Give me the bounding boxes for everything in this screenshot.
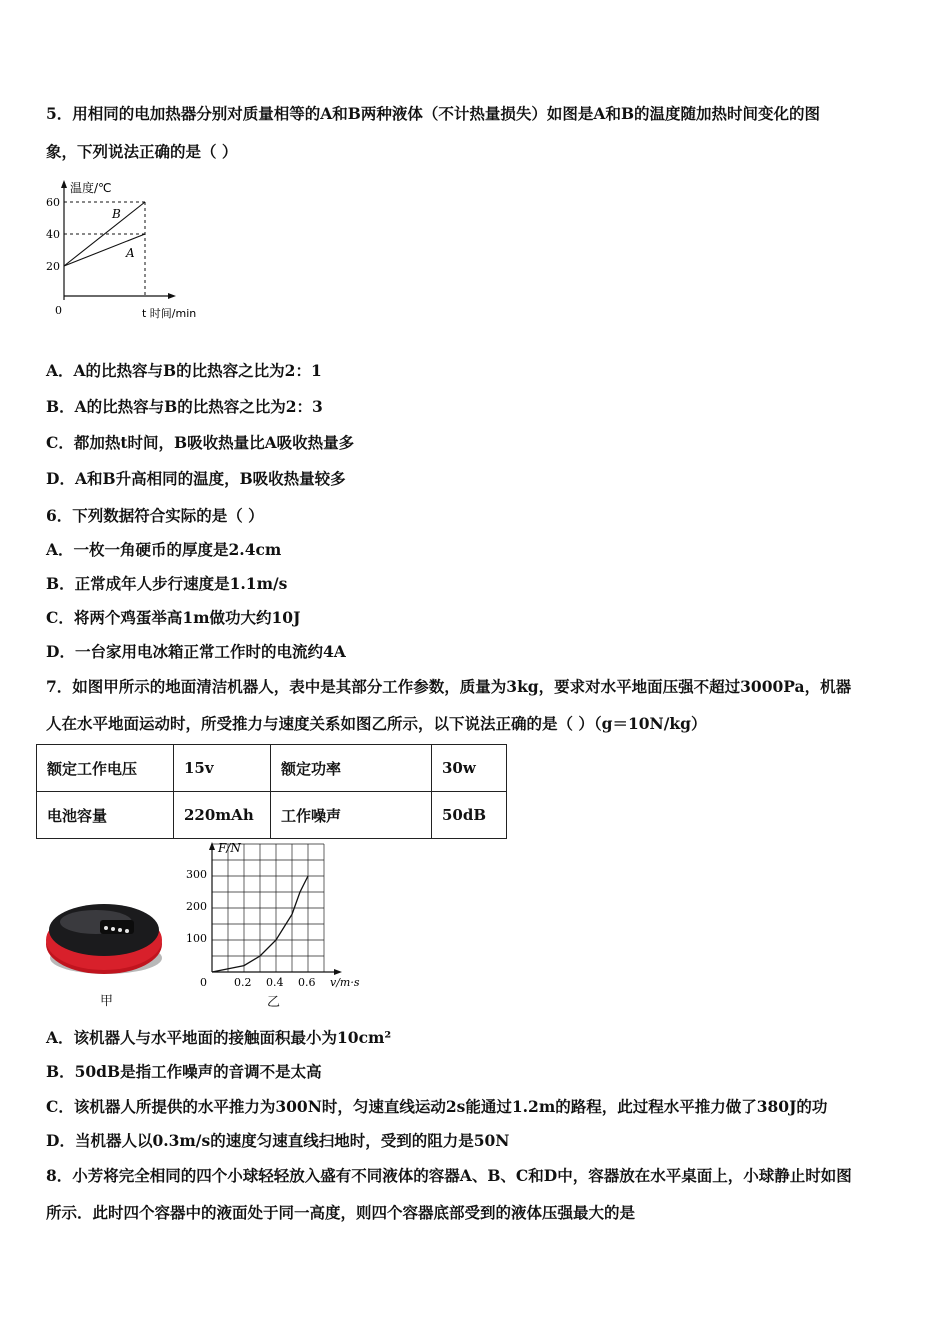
fv-ytick-200: 200 [186,900,207,913]
table-cell: 50dB [432,792,507,839]
q6-option-c: C．将两个鸡蛋举高1m做功大约10J [46,608,301,627]
q6-option-a: A．一枚一角硬币的厚度是2.4cm [46,540,282,559]
fig-yi-label: 乙 [267,995,281,1010]
table-cell: 额定工作电压 [37,745,174,792]
fv-graph [180,840,380,1010]
q6-option-b: B．正常成年人步行速度是1.1m/s [46,574,288,593]
fv-ytick-100: 100 [186,932,207,945]
q7-option-b: B．50dB是指工作噪声的音调不是太高 [46,1062,322,1081]
q5-ytick-60: 60 [46,196,60,209]
fv-xtick-0.6: 0.6 [298,976,316,989]
q5-stem-line2: 象，下列说法正确的是（ ） [46,142,238,161]
q5-label-b: B [112,207,121,221]
fv-ylabel: F/N [218,841,241,855]
robot-button-1 [104,926,108,930]
q5-origin: 0 [55,304,62,317]
table-cell: 15v [174,745,271,792]
q5-temperature-chart [40,178,220,323]
fv-grid [212,844,324,972]
table-cell: 工作噪声 [271,792,432,839]
q7-stem-line2: 人在水平地面运动时，所受推力与速度关系如图乙所示，以下说法正确的是（ ）（g＝10N/kg） [46,714,707,733]
q6-option-d: D．一台家用电冰箱正常工作时的电流约4A [46,642,346,661]
q7-option-d: D．当机器人以0.3m/s的速度匀速直线扫地时，受到的阻力是50N [46,1131,510,1150]
fv-x-arrow [334,969,342,975]
fv-xtick-0.4: 0.4 [266,976,284,989]
q7-option-c: C．该机器人所提供的水平推力为300N时，匀速直线运动2s能通过1.2m的路程，此过程水平推力做了380J的功 [46,1097,828,1116]
q7-option-a: A．该机器人与水平地面的接触面积最小为10cm² [46,1028,392,1047]
q8-stem-line2: 所示．此时四个容器中的液面处于同一高度，则四个容器底部受到的液体压强最大的是 [46,1203,636,1222]
q8-stem-line1: 8．小芳将完全相同的四个小球轻轻放入盛有不同液体的容器A、B、C和D中，容器放在水平桌面上，小球静止时如图 [46,1166,852,1185]
q5-xlabel: t 时间/min [142,307,197,320]
fv-xtick-0.2: 0.2 [234,976,252,989]
table-row [37,745,507,792]
fv-xlabel: v/m·s [330,976,360,989]
q5-x-arrow [168,293,176,299]
q5-ylabel: 温度/℃ [70,181,112,195]
q5-stem-line1: 5．用相同的电加热器分别对质量相等的A和B两种液体（不计热量损失）如图是A和B的温度随加热时间变化的图 [46,104,821,123]
q7-spec-table [36,744,507,839]
fv-ytick-300: 300 [186,868,207,881]
robot-vacuum-image [44,888,168,980]
q7-stem-line1: 7．如图甲所示的地面清洁机器人，表中是其部分工作参数，质量为3kg，要求对水平地面压强不超过3000Pa，机器 [46,677,852,696]
table-row [37,792,507,839]
q5-y-arrow [61,180,67,188]
fv-y-arrow [209,842,215,850]
q5-option-a: A．A的比热容与B的比热容之比为2：1 [46,361,322,380]
q6-stem: 6．下列数据符合实际的是（ ） [46,506,264,525]
q5-ytick-20: 20 [46,260,60,273]
robot-button-4 [125,929,129,933]
fig-jia-label: 甲 [100,994,114,1009]
fv-origin: 0 [200,976,207,989]
q5-label-a: A [126,246,135,260]
q5-option-c: C．都加热t时间，B吸收热量比A吸收热量多 [46,433,355,452]
robot-button-3 [118,928,122,932]
table-cell: 220mAh [174,792,271,839]
table-cell: 额定功率 [271,745,432,792]
q5-ytick-40: 40 [46,228,60,241]
q5-option-b: B．A的比热容与B的比热容之比为2：3 [46,397,323,416]
table-cell: 30w [432,745,507,792]
robot-button-2 [111,927,115,931]
q5-option-d: D．A和B升高相同的温度，B吸收热量较多 [46,469,346,488]
table-cell: 电池容量 [37,792,174,839]
